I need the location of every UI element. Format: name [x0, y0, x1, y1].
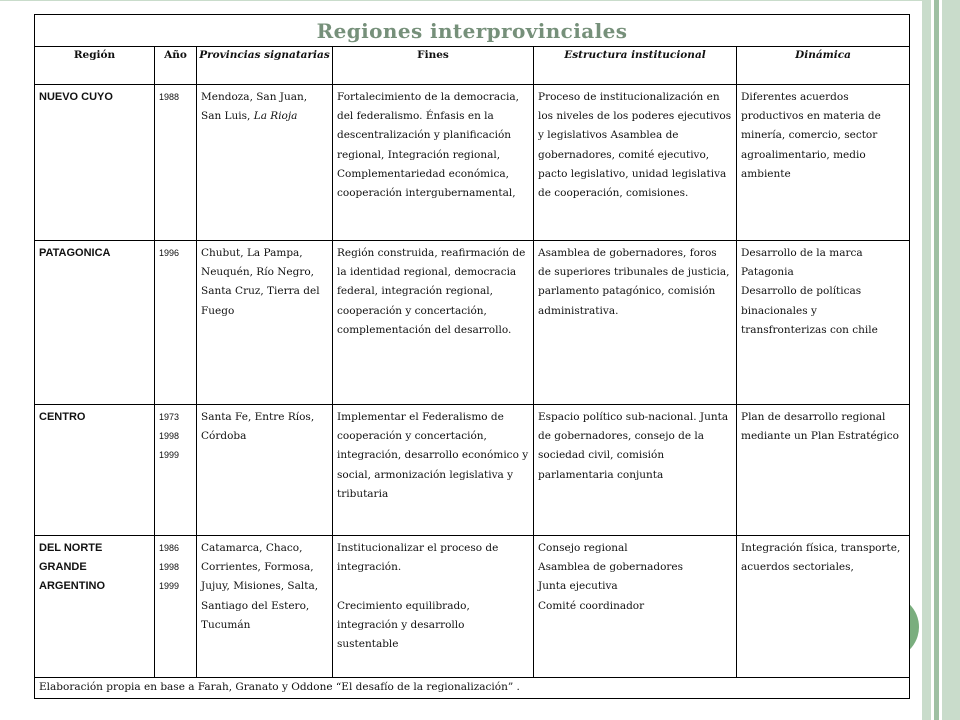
year-cell: 1988: [155, 85, 197, 241]
estructura-cell: Consejo regional Asamblea de gobernadores Junta ejecutiva Comité coordinador: [534, 536, 737, 678]
top-decorative-line: [0, 0, 922, 1]
source-footnote: Elaboración propia en base a Farah, Granato y Oddone “El desafío de la regionalización” .: [35, 678, 910, 699]
regions-table: [34, 14, 910, 699]
decorative-bar: [942, 0, 960, 720]
fines-cell: Fortalecimiento de la democracia, del federalismo. Énfasis en la descentralización y planificación regional, Integración regional, Complementariedad económica, cooperación intergubernamental,: [333, 85, 534, 241]
estructura-cell: Espacio político sub-nacional. Junta de gobernadores, consejo de la sociedad civil, comisión parlamentaria conjunta: [534, 405, 737, 536]
header-fines: Fines: [333, 47, 534, 85]
provincias-cell: Chubut, La Pampa, Neuquén, Río Negro, Santa Cruz, Tierra del Fuego: [197, 241, 333, 405]
header-estructura: Estructura institucional: [534, 47, 737, 85]
header-region: Región: [35, 47, 155, 85]
dinamica-cell: Desarrollo de la marca Patagonia Desarrollo de políticas binacionales y transfronterizas con chile: [737, 241, 910, 405]
provincias-cell: Catamarca, Chaco, Corrientes, Formosa, Jujuy, Misiones, Salta, Santiago del Estero, Tucumán: [197, 536, 333, 678]
region-cell: CENTRO: [35, 405, 155, 536]
fines-cell: Región construida, reafirmación de la identidad regional, democracia federal, integración regional, cooperación y concertación, complementación del desarrollo.: [333, 241, 534, 405]
estructura-cell: Asamblea de gobernadores, foros de superiores tribunales de justicia, parlamento patagónico, comisión administrativa.: [534, 241, 737, 405]
provincias-cell: Santa Fe, Entre Ríos, Córdoba: [197, 405, 333, 536]
table-title: Regiones interprovinciales: [35, 15, 910, 47]
table-row: [35, 241, 910, 405]
dinamica-cell: Integración física, transporte, acuerdos sectoriales,: [737, 536, 910, 678]
decorative-bar: [922, 0, 931, 720]
header-row: [35, 47, 910, 85]
year-cell: 1973 1998 1999: [155, 405, 197, 536]
provincias-text: Mendoza, San Juan, San Luis,: [201, 91, 308, 123]
table-row: [35, 85, 910, 241]
provincias-cell: [197, 85, 333, 241]
region-cell: PATAGONICA: [35, 241, 155, 405]
year-cell: 1996: [155, 241, 197, 405]
dinamica-cell: Diferentes acuerdos productivos en materia de minería, comercio, sector agroalimentario, medio ambiente: [737, 85, 910, 241]
header-anio: Año: [155, 47, 197, 85]
decorative-bar: [934, 0, 939, 720]
header-provincias: Provincias signatarias: [197, 47, 333, 85]
table-row: [35, 536, 910, 678]
fines-cell: Institucionalizar el proceso de integración. Crecimiento equilibrado, integración y desarrollo sustentable: [333, 536, 534, 678]
table-row: [35, 405, 910, 536]
region-cell: NUEVO CUYO: [35, 85, 155, 241]
year-cell: 1986 1998 1999: [155, 536, 197, 678]
provincias-italic-text: La Rioja: [253, 110, 298, 123]
estructura-cell: Proceso de institucionalización en los niveles de los poderes ejecutivos y legislativos Asamblea de gobernadores, comité ejecutivo, pacto legislativo, unidad legislativa de cooperación, comisiones.: [534, 85, 737, 241]
header-dinamica: Dinámica: [737, 47, 910, 85]
dinamica-cell: Plan de desarrollo regional mediante un Plan Estratégico: [737, 405, 910, 536]
fines-cell: Implementar el Federalismo de cooperación y concertación, integración, desarrollo económico y social, armonización legislativa y tributaria: [333, 405, 534, 536]
region-cell: DEL NORTE GRANDE ARGENTINO: [35, 536, 155, 678]
